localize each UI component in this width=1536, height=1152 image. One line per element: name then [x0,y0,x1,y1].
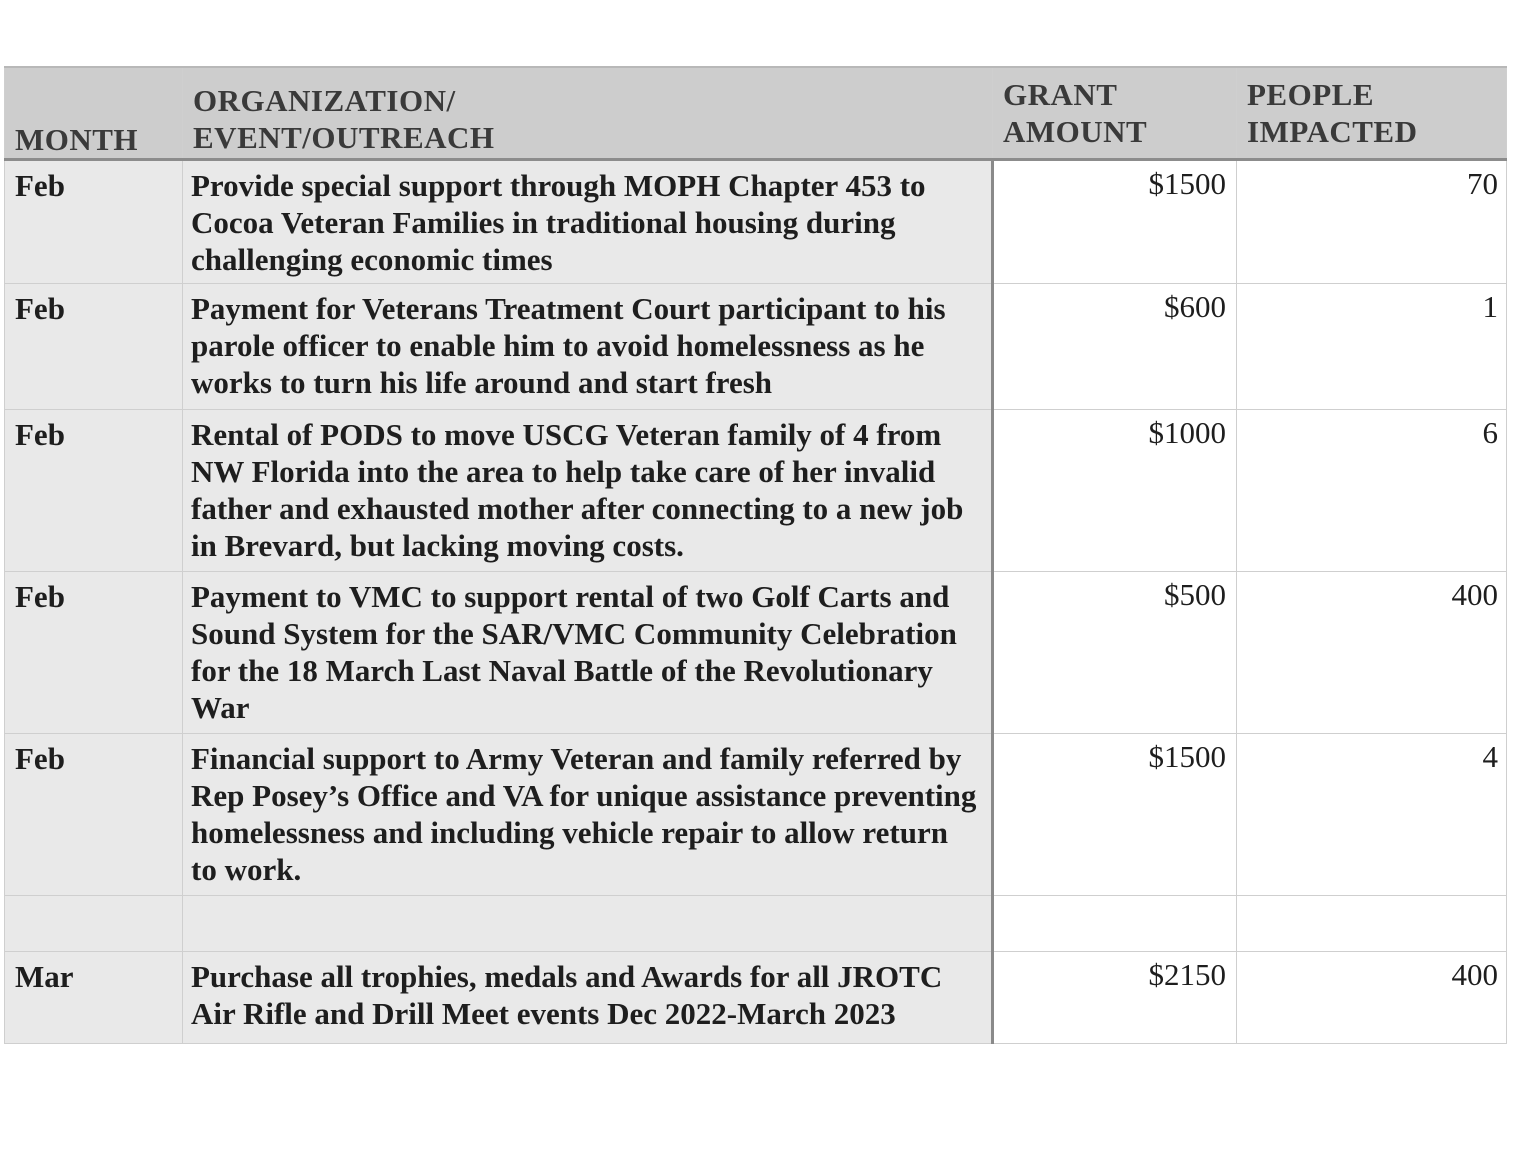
header-organization-line2: EVENT/OUTREACH [193,119,495,155]
description-cell: Purchase all trophies, medals and Awards for all JROTC Air Rifle and Drill Meet events Dec 2022-March 2023 [183,951,993,1043]
table-row-empty [5,895,1507,951]
description-cell: Payment to VMC to support rental of two Golf Carts and Sound System for the SAR/VMC Community Celebration for the 18 March Last Naval Battle of the Revolutionary War [183,571,993,733]
description-cell: Financial support to Army Veteran and family referred by Rep Posey’s Office and VA for unique assistance preventing homelessness and including vehicle repair to allow return to work. [183,733,993,895]
month-cell: Feb [5,283,183,409]
description-cell: Provide special support through MOPH Chapter 453 to Cocoa Veteran Families in traditional housing during challenging economic times [183,159,993,283]
month-cell [5,895,183,951]
description-cell: Rental of PODS to move USCG Veteran family of 4 from NW Florida into the area to help take care of her invalid father and exhausted mother after connecting to a new job in Brevard, but lacking moving costs. [183,409,993,571]
people-impacted-cell: 1 [1237,283,1507,409]
people-impacted-cell: 70 [1237,159,1507,283]
month-cell: Feb [5,733,183,895]
people-impacted-cell: 400 [1237,951,1507,1043]
table-row [5,733,1507,895]
table-row [5,951,1507,1043]
table-row [5,571,1507,733]
people-impacted-cell: 4 [1237,733,1507,895]
header-organization [183,67,993,159]
header-grant-amount [993,67,1237,159]
description-cell: Payment for Veterans Treatment Court participant to his parole officer to enable him to avoid homelessness as he works to turn his life around and start fresh [183,283,993,409]
grant-amount-cell: $1500 [993,159,1237,283]
grant-table [4,66,1507,1044]
header-people-impacted [1237,67,1507,159]
description-cell [183,895,993,951]
grant-amount-cell: $2150 [993,951,1237,1043]
header-grant-line1: GRANT [1003,76,1118,112]
people-impacted-cell [1237,895,1507,951]
grant-amount-cell: $1000 [993,409,1237,571]
table-row [5,159,1507,283]
header-row [5,67,1507,159]
month-cell: Mar [5,951,183,1043]
header-people-line1: PEOPLE [1247,76,1375,112]
month-cell: Feb [5,409,183,571]
grant-amount-cell: $1500 [993,733,1237,895]
grant-amount-cell [993,895,1237,951]
month-cell: Feb [5,159,183,283]
header-organization-line1: ORGANIZATION/ [193,82,456,118]
table-row [5,409,1507,571]
grant-amount-cell: $500 [993,571,1237,733]
grant-amount-cell: $600 [993,283,1237,409]
header-month [5,67,183,159]
header-grant-line2: AMOUNT [1003,113,1148,149]
month-cell: Feb [5,571,183,733]
people-impacted-cell: 6 [1237,409,1507,571]
header-people-line2: IMPACTED [1247,113,1418,149]
people-impacted-cell: 400 [1237,571,1507,733]
table-row [5,283,1507,409]
header-month-label: MONTH [15,121,139,157]
